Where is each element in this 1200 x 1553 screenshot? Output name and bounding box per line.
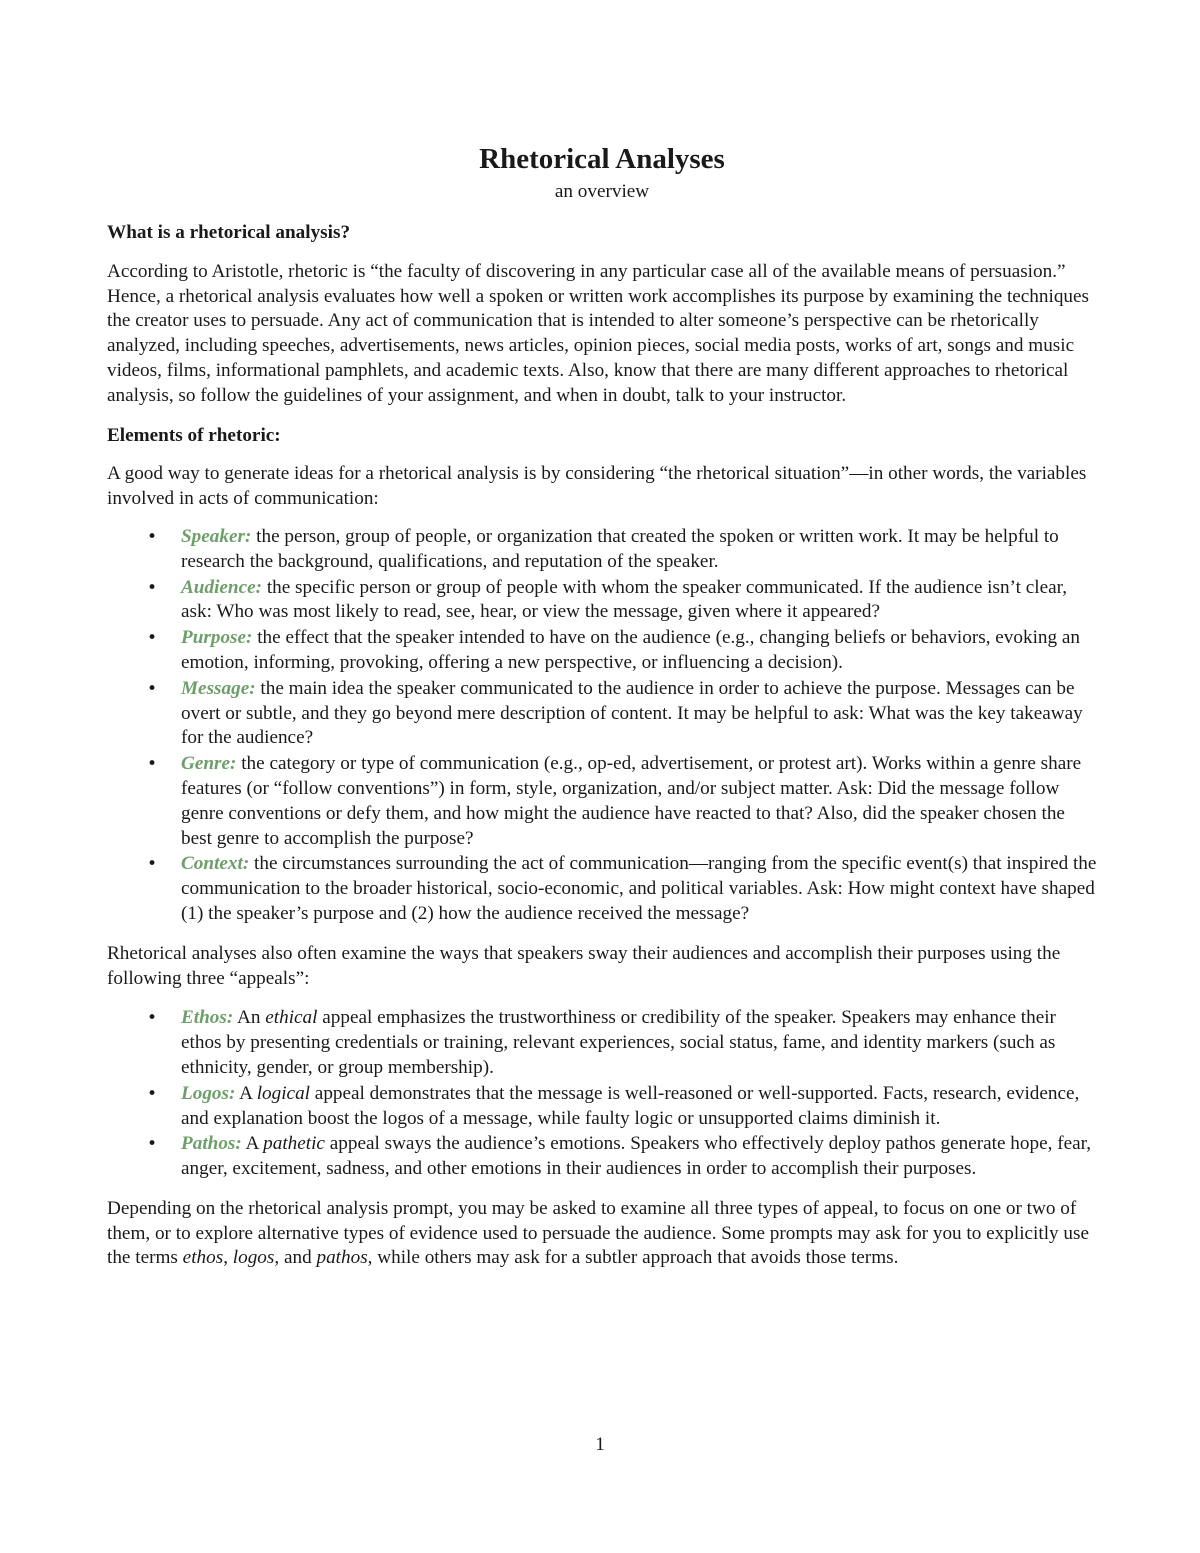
term-label: Genre: (181, 753, 237, 775)
term-description: the effect that the speaker intended to have on the audience (e.g., changing beliefs or behaviors, evoking an emotion, informing, provoking, offering a new perspective, or influencing a decision). (181, 627, 1081, 673)
elements-intro-paragraph: A good way to generate ideas for a rhetorical analysis is by considering “the rhetorical situation”—in other words, the variables involved in acts of communication: (107, 463, 1087, 510)
page-number: 1 (595, 1434, 605, 1455)
term-description: the category or type of communication (e.g., op-ed, advertisement, or protest art). Works within a genre share features (or “follow conventions”) in form, style, organization, and/or subject matter. Ask: Did the message follow genre conventions or defy them, and how might the audience have reacted to that? Also, did the speaker chosen the best genre to accomplish the purpose? (181, 753, 1082, 849)
text-run: , while others may ask for a subtler approach that avoids those terms. (367, 1247, 899, 1269)
text-run: , and (274, 1247, 317, 1269)
term-label: Speaker: (181, 525, 252, 547)
emphasis-word: logical (256, 1082, 310, 1104)
appeals-list (107, 1006, 1097, 1182)
list-item-speaker (181, 525, 1097, 575)
term-description: the main idea the speaker communicated to the audience in order to achieve the purpose. Messages can be overt or subtle, and they go beyond mere description of content. It may be helpful to ask: What was the key takeaway for the audience? (181, 677, 1083, 749)
text-run: appeal emphasizes the trustworthiness or credibility of the speaker. Speakers may enhance their ethos by presenting credentials or training, relevant experiences, social status, fame, and identity markers (such as ethnicity, gender, or group membership). (181, 1007, 1056, 1078)
closing-paragraph (107, 1197, 1097, 1271)
list-item-logos (181, 1082, 1097, 1132)
emphasis-word: ethos (182, 1247, 224, 1269)
term-label: Pathos: (181, 1133, 242, 1155)
text-run: , (223, 1247, 233, 1269)
list-item-purpose (181, 626, 1097, 676)
term-label: Ethos: (181, 1007, 234, 1029)
emphasis-word: ethical (265, 1007, 318, 1029)
list-item-ethos (181, 1006, 1097, 1080)
emphasis-word: logos (232, 1247, 275, 1269)
text-run: A (235, 1082, 257, 1104)
term-label: Context: (181, 853, 250, 875)
list-item-message (181, 677, 1097, 751)
page-title: Rhetorical Analyses (479, 143, 725, 175)
section-heading-what: What is a rhetorical analysis? (107, 222, 351, 243)
text-run: Depending on the rhetorical analysis prompt, you may be asked to examine all three types of appeal, to focus on one or two of them, or to explore alternative types of evidence used to persuade the audience. Some prompts may ask for you to explicitly use the terms (107, 1197, 1090, 1269)
list-item-pathos (181, 1132, 1097, 1182)
list-item-genre (181, 752, 1097, 851)
emphasis-word: pathos (316, 1247, 368, 1269)
list-item-audience (181, 576, 1097, 626)
text-run: appeal demonstrates that the message is well-reasoned or well-supported. Facts, research, evidence, and explanation boost the logos of a message, while faulty logic or unsupported claims diminish it. (181, 1082, 1080, 1129)
elements-list (107, 525, 1097, 927)
text-run: An (233, 1007, 266, 1029)
term-description: the person, group of people, or organization that created the spoken or written work. It may be helpful to research the background, qualifications, and reputation of the speaker. (181, 525, 1059, 572)
list-item-context (181, 852, 1097, 926)
term-description: the circumstances surrounding the act of communication—ranging from the specific event(s) that inspired the communication to the broader historical, socio-economic, and political variables. Ask: How might context have shaped (1) the speaker’s purpose and (2) how the audience received the message? (181, 853, 1097, 924)
term-label: Purpose: (181, 627, 253, 649)
term-label: Logos: (181, 1082, 236, 1104)
page-content (107, 140, 1097, 1271)
definition-paragraph: According to Aristotle, rhetoric is “the faculty of discovering in any particular case all of the available means of persuasion.” Hence, a rhetorical analysis evaluates how well a spoken or written work accomplishes its purpose by examining the techniques the creator uses to persuade. Any act of communication that is intended to alter someone’s perspective can be rhetorically analyzed, including speeches, advertisements, news articles, opinion pieces, social media posts, works of art, songs and music videos, films, informational pamphlets, and academic texts. Also, know that there are many different approaches to rhetorical analysis, so follow the guidelines of your assignment, and when in doubt, talk to your instructor. (107, 260, 1090, 406)
text-run: A (241, 1133, 264, 1155)
emphasis-word: pathetic (263, 1133, 325, 1155)
section-heading-elements: Elements of rhetoric: (107, 424, 281, 446)
text-run: appeal sways the audience’s emotions. Speakers who effectively deploy pathos generate hope, fear, anger, excitement, sadness, and other emotions in their audiences in order to accomplish their purposes. (181, 1133, 1092, 1180)
appeals-intro-paragraph: Rhetorical analyses also often examine the ways that speakers sway their audiences and accomplish their purposes using the following three “appeals”: (107, 942, 1061, 989)
term-description: the specific person or group of people with whom the speaker communicated. If the audience isn’t clear, ask: Who was most likely to read, see, hear, or view the message, given where it appeared? (181, 576, 1068, 623)
page-subtitle: an overview (554, 181, 650, 202)
term-label: Audience: (181, 576, 263, 598)
term-label: Message: (181, 677, 256, 699)
